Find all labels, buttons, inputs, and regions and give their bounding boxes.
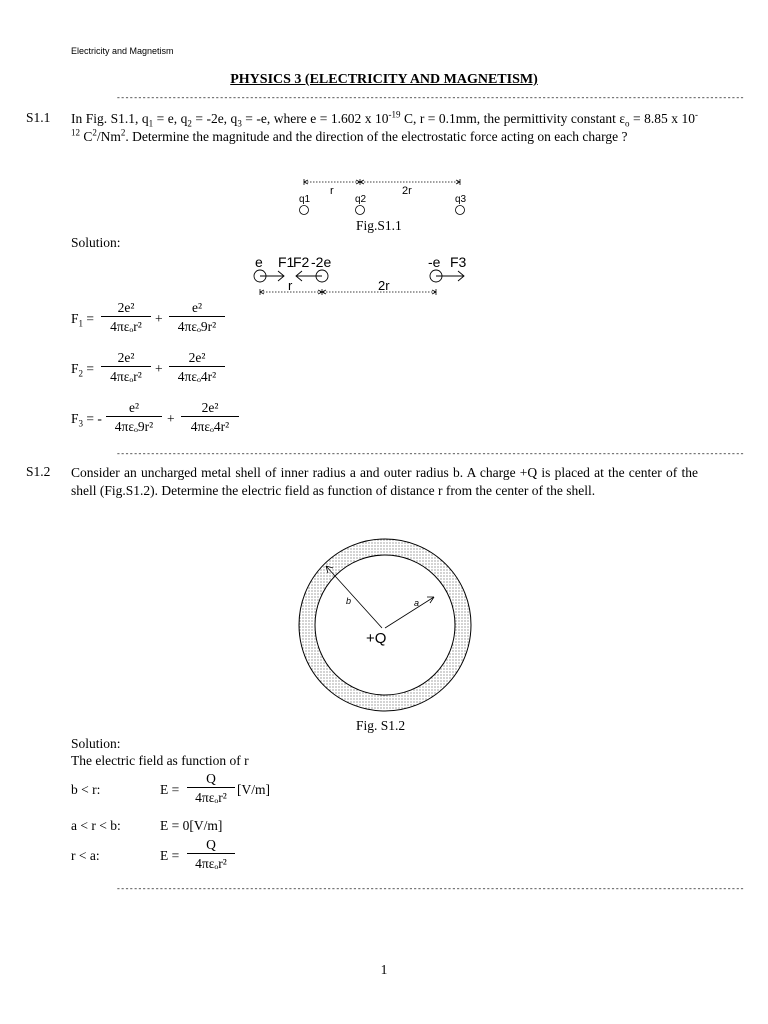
solution-intro: The electric field as function of r — [71, 753, 249, 768]
solution-label: Solution: — [71, 736, 121, 751]
equation-f2-term2: 2e² 4πεₒ4r² — [169, 350, 225, 385]
running-header: Electricity and Magnetism — [71, 46, 174, 56]
charge-q1 — [300, 206, 309, 215]
charge-q2-label: q2 — [355, 194, 367, 205]
figure-s1-2 — [296, 536, 474, 714]
charge-q3-label: q3 — [455, 194, 467, 205]
case-condition: b < r: — [71, 782, 101, 797]
charge-q2 — [356, 206, 365, 215]
case-lhs: E = 0[V/m] — [160, 818, 223, 833]
charge-plus-q: +Q — [366, 630, 387, 647]
plus-sign: + — [155, 361, 163, 376]
equation-f3-lhs: $F_3$ = - — [71, 411, 102, 429]
fig-s1-2-caption: Fig. S1.2 — [356, 718, 406, 733]
case-lhs: E = — [160, 848, 180, 863]
sol-label-2r: 2r — [378, 278, 390, 293]
charge-e-label: e — [255, 254, 263, 270]
divider: -------------------------------------------------------------------------------------------------------------------------------------------------- — [116, 885, 744, 894]
case-unit: [V/m] — [237, 782, 270, 797]
label-b: b — [346, 596, 352, 606]
equation-f2-lhs: $F_2$ = — [71, 361, 95, 379]
force-f3-label: F3 — [450, 254, 467, 270]
charge-minus2e-label: -2e — [311, 254, 332, 270]
plus-sign: + — [167, 411, 175, 426]
sol-label-r: r — [288, 278, 293, 293]
charge-q1-label: q1 — [299, 194, 311, 205]
case-lhs: E = — [160, 782, 180, 797]
page-title: PHYSICS 3 (ELECTRICITY AND MAGNETISM) — [230, 72, 538, 87]
question-text: In Fig. S1.1, $q_1 = e$, $q_2 = -2e$, $q_3 = -e$, where e = 1.602 x $10^{-19}$ C, r = 0.1mm, the permittivity constant $\varepsilon_o = 8.85$ x $10^{-12}$ $C^2/Nm^2$. Determine the magnitude and the direction of the electrostatic force acting on each charge ? — [71, 109, 699, 144]
equation-f3-term1: e² 4πεₒ9r² — [106, 400, 162, 435]
inner-cavity — [315, 555, 455, 695]
fig-s1-1-caption: Fig.S1.1 — [356, 218, 402, 233]
figure-s1-1 — [290, 176, 480, 222]
solution-label: Solution: — [71, 235, 121, 250]
equation-f1-lhs: $F_1$ = — [71, 311, 95, 329]
equation-f1-term1: 2e² 4πεₒr² — [101, 300, 151, 335]
page-number: 1 — [380, 962, 388, 977]
force-diagram — [250, 250, 480, 298]
force-f1-label: F1 — [278, 254, 295, 270]
case-condition: a < r < b: — [71, 818, 121, 833]
charge-minus-e-label: -e — [428, 254, 441, 270]
plus-sign: + — [155, 311, 163, 326]
label-a: a — [414, 598, 420, 608]
equation-f2-term1: 2e² 4πεₒr² — [101, 350, 151, 385]
case-fraction: Q 4πεₒr² — [187, 837, 235, 872]
case-condition: r < a: — [71, 848, 100, 863]
fig-label-2r: 2r — [402, 185, 412, 197]
fig-label-r: r — [330, 185, 334, 197]
equation-f3-term2: 2e² 4πεₒ4r² — [181, 400, 239, 435]
divider: -------------------------------------------------------------------------------------------------------------------------------------------------- — [116, 450, 744, 459]
question-text: Consider an uncharged metal shell of inner radius a and outer radius b. A charge +Q is placed at the center of the shell (Fig.S1.2). Determine the electric field as function of distance r from the center of the shell. — [71, 465, 698, 498]
charge-q3 — [456, 206, 465, 215]
equation-f1-term2: e² 4πεₒ9r² — [169, 300, 225, 335]
case-fraction: Q 4πεₒr² — [187, 771, 235, 806]
divider: -------------------------------------------------------------------------------------------------------------------------------------------------- — [116, 94, 744, 103]
question-number: S1.1 — [26, 110, 51, 125]
force-f2-label: F2 — [293, 254, 310, 270]
question-number: S1.2 — [26, 464, 51, 479]
